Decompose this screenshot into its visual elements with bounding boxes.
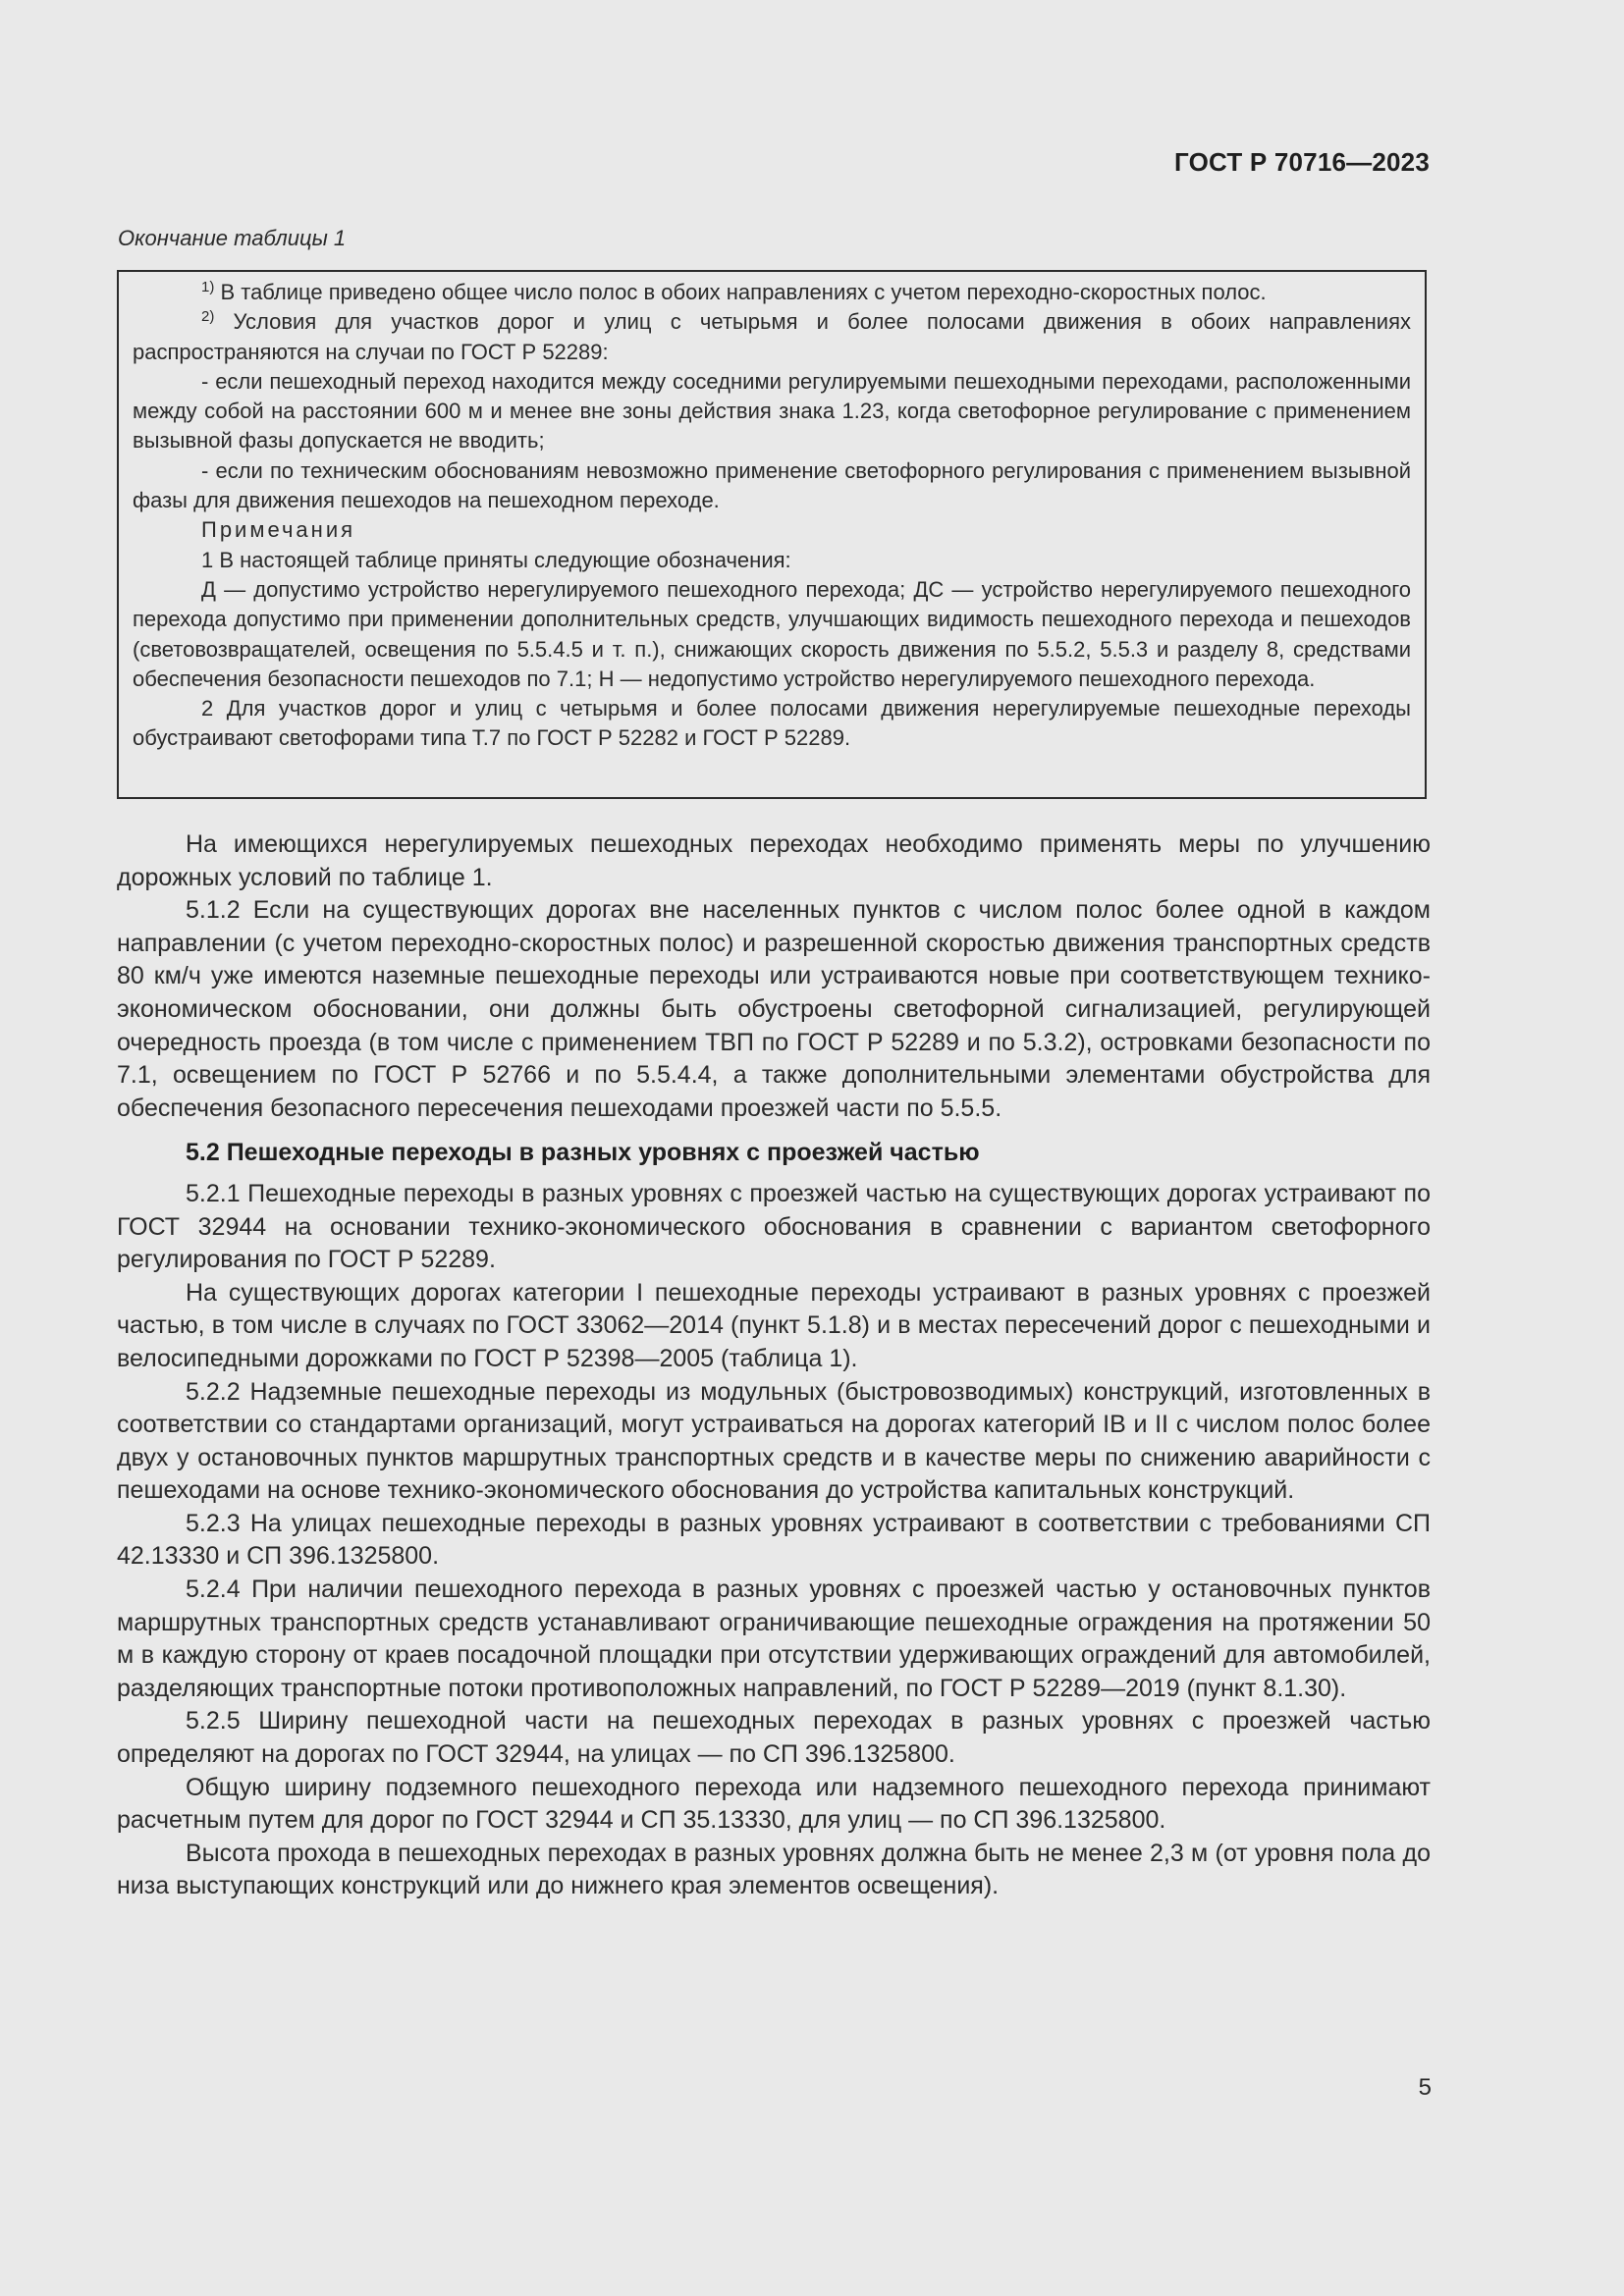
footnote-2 [133, 307, 1411, 367]
footnote-1 [133, 278, 1411, 307]
paragraph-5-2-3: 5.2.3 На улицах пешеходные переходы в разных уровнях устраивают в соответствии с требованиями СП 42.13330 и СП 396.1325800. [117, 1509, 1431, 1571]
paragraph-5-2-5: 5.2.5 Ширину пешеходной части на пешеходных переходах в разных уровнях с проезжей частью определяют на дорогах по ГОСТ 32944, на улицах — по СП 396.1325800. [117, 1707, 1431, 1769]
page-number: 5 [1418, 2074, 1432, 2101]
footnote-1-text: В таблице приведено общее число полос в обоих направлениях с учетом переходно-скоростных полос. [214, 280, 1267, 304]
document-code: ГОСТ Р 70716—2023 [1174, 147, 1430, 177]
table-caption: Окончание таблицы 1 [118, 226, 347, 250]
paragraph-5-2-2: 5.2.2 Надземные пешеходные переходы из модульных (быстровозводимых) конструкций, изготовленных в соответствии со стандартами организаций, могут устраиваться на дорогах категорий IВ и II с числом полос более двух у остановочных пунктов маршрутных транспортных средств и в качестве меры по снижению аварийности с пешеходами на основе технико-экономического обоснования до устройства капитальных конструкций. [117, 1377, 1431, 1505]
paragraph: На существующих дорогах категории I пешеходные переходы устраивают в разных уровнях с проезжей частью, в том числе в случаях по ГОСТ 33062—2014 (пункт 5.1.8) и в местах пересечений дорог с пешеходными и велосипедными дорожками по ГОСТ Р 52398—2005 (таблица 1). [117, 1278, 1431, 1372]
footnote-2-bullet-2: - если по техническим обоснованиям невозможно применение светофорного регулирования с применением вызывной фазы для движения пешеходов на пешеходном переходе. [133, 457, 1411, 513]
main-text [117, 828, 1431, 1903]
footnote-2-mark: 2) [201, 308, 215, 326]
paragraph: Высота прохода в пешеходных переходах в разных уровнях должна быть не менее 2,3 м (от уровня пола до низа выступающих конструкций или до нижнего края элементов освещения). [117, 1839, 1431, 1900]
notes-heading-text: Примечания [201, 517, 356, 543]
paragraph: Общую ширину подземного пешеходного перехода или надземного пешеходного перехода принимают расчетным путем для дорог по ГОСТ 32944 и СП 35.13330, для улиц — по СП 396.1325800. [117, 1773, 1431, 1835]
paragraph-5-2-1: 5.2.1 Пешеходные переходы в разных уровнях с проезжей частью на существующих дорогах устраивают по ГОСТ 32944 на основании технико-экономического обоснования в сравнении с вариантом светофорного регулирования по ГОСТ Р 52289. [117, 1179, 1431, 1274]
table-footnotes-box [117, 270, 1427, 799]
footnote-1-mark: 1) [201, 279, 215, 295]
paragraph-5-2-4: 5.2.4 При наличии пешеходного перехода в разных уровнях с проезжей частью у остановочных пунктов маршрутных транспортных средств устанавливают ограничивающие пешеходные ограждения на протяжении 50 м в каждую сторону от краев посадочной площадки при отсутствии удерживающих ограждений для автомобилей, разделяющих транспортные потоки противоположных направлений, по ГОСТ Р 52289—2019 (пункт 8.1.30). [117, 1575, 1431, 1702]
section-heading-5-2: 5.2 Пешеходные переходы в разных уровнях с проезжей частью [186, 1139, 980, 1167]
note-2: 2 Для участков дорог и улиц с четырьмя и более полосами движения нерегулируемые пешеходные переходы обустраивают светофорами типа Т.7 по ГОСТ Р 52282 и ГОСТ Р 52289. [133, 696, 1411, 751]
footnote-2-bullet-1: - если пешеходный переход находится между соседними регулируемыми пешеходными переходами, расположенными между собой на расстоянии 600 м и менее вне зоны действия знака 1.23, когда светофорное регулирование с применением вызывной фазы допускается не вводить; [133, 368, 1411, 454]
note-1-intro: 1 В настоящей таблице приняты следующие обозначения: [201, 547, 791, 572]
footnote-2-text: Условия для участков дорог и улиц с четырьмя и более полосами движения в обоих направлениях распространяются на случаи по ГОСТ Р 52289: [133, 309, 1411, 364]
paragraph-5-1-2: 5.1.2 Если на существующих дорогах вне населенных пунктов с числом полос более одной в каждом направлении (с учетом переходно-скоростных полос) и разрешенной скоростью движения транспортных средств 80 км/ч уже имеются наземные пешеходные переходы или устраиваются новые при соответствующем технико-экономическом обосновании, они должны быть обустроены светофорной сигнализацией, регулирующей очередность проезда (в том числе с применением ТВП по ГОСТ Р 52289 и по 5.3.2), островками безопасности по 7.1, освещением по ГОСТ Р 52766 и по 5.5.4.4, а также дополнительными элементами обустройства для обеспечения безопасного пересечения пешеходами проезжей части по 5.5.5. [117, 896, 1431, 1122]
notes-heading [133, 515, 1411, 545]
note-1-body: Д — допустимо устройство нерегулируемого пешеходного перехода; ДС — устройство нерегулируемого пешеходного перехода допустимо при применении дополнительных средств, улучшающих видимость пешеходного перехода и пешеходов (световозвращателей, освещения по 5.5.4.5 и т. п.), снижающих скорость движения по 5.5.2, 5.5.3 и разделу 8, средствами обеспечения безопасности пешеходов по 7.1; Н — недопустимо устройство нерегулируемого пешеходного перехода. [133, 576, 1411, 691]
paragraph: На имеющихся нерегулируемых пешеходных переходах необходимо применять меры по улучшению дорожных условий по таблице 1. [117, 830, 1431, 891]
